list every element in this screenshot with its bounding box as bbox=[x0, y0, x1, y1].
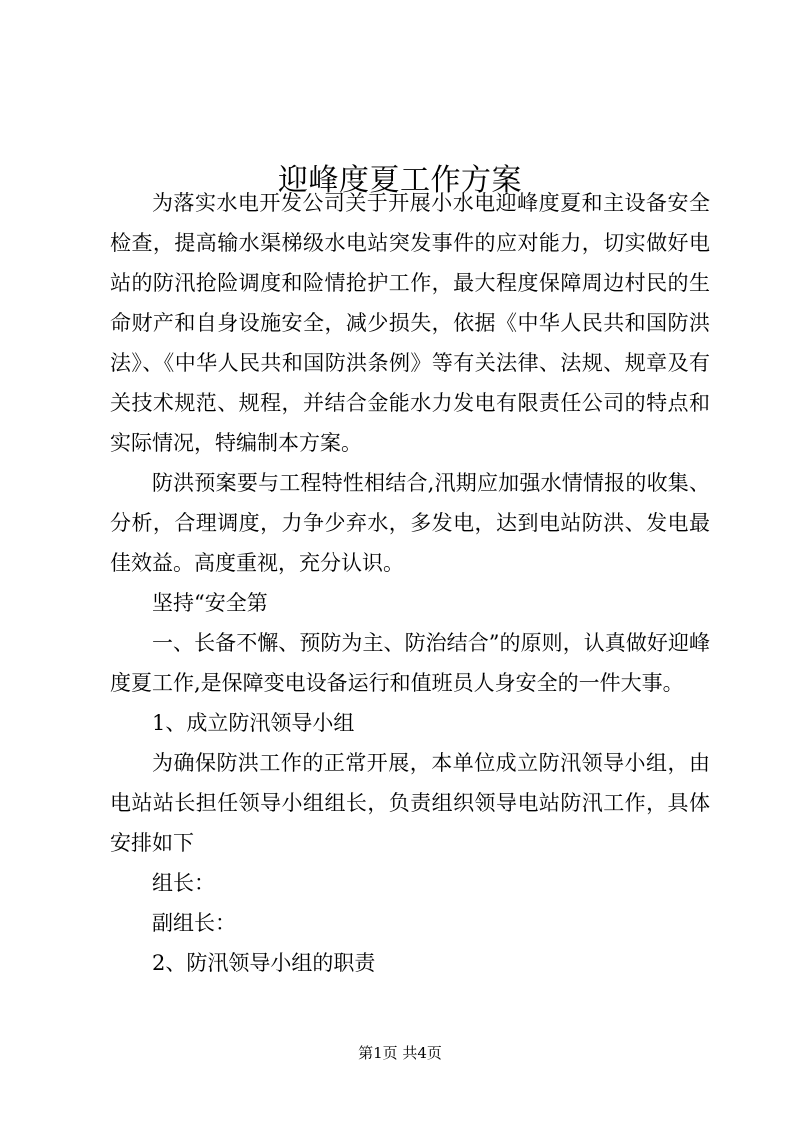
page-footer: 第1页 共4页 bbox=[358, 1044, 442, 1062]
document-body bbox=[110, 183, 710, 983]
section-heading-2: 2、防汛领导小组的职责 bbox=[152, 951, 376, 975]
paragraph-principle-start: 坚持“安全第 bbox=[152, 591, 268, 615]
paragraph-leadership-group: 为确保防洪工作的正常开展，本单位成立防汛领导小组，由电站站长担任领导小组组长，负责组织领导电站防汛工作，具体安排如下 bbox=[110, 751, 710, 855]
paragraph-flood-plan: 防洪预案要与工程特性相结合,汛期应加强水情情报的收集、分析，合理调度，力争少弃水，多发电，达到电站防洪、发电最佳效益。高度重视，充分认识。 bbox=[110, 471, 710, 575]
document-title: 迎峰度夏工作方案 bbox=[278, 163, 522, 199]
group-leader-line: 组长： bbox=[152, 871, 215, 895]
paragraph-principle: 一、长备不懈、预防为主、防治结合”的原则，认真做好迎峰度夏工作,是保障变电设备运行和值班员人身安全的一件大事。 bbox=[110, 631, 710, 695]
deputy-leader-line: 副组长： bbox=[152, 911, 236, 935]
paragraph-intro: 为落实水电开发公司关于开展小水电迎峰度夏和主设备安全检查，提高输水渠梯级水电站突发事件的应对能力，切实做好电站的防汛抢险调度和险情抢护工作，最大程度保障周边村民的生命财产和自身设施安全，减少损失，依据《中华人民共和国防洪法》、《中华人民共和国防洪条例》等有关法律、法规、规章及有关技术规范、规程，并结合金能水力发电有限责任公司的特点和实际情况，特编制本方案。 bbox=[110, 191, 710, 455]
section-heading-1: 1、成立防汛领导小组 bbox=[152, 711, 355, 735]
